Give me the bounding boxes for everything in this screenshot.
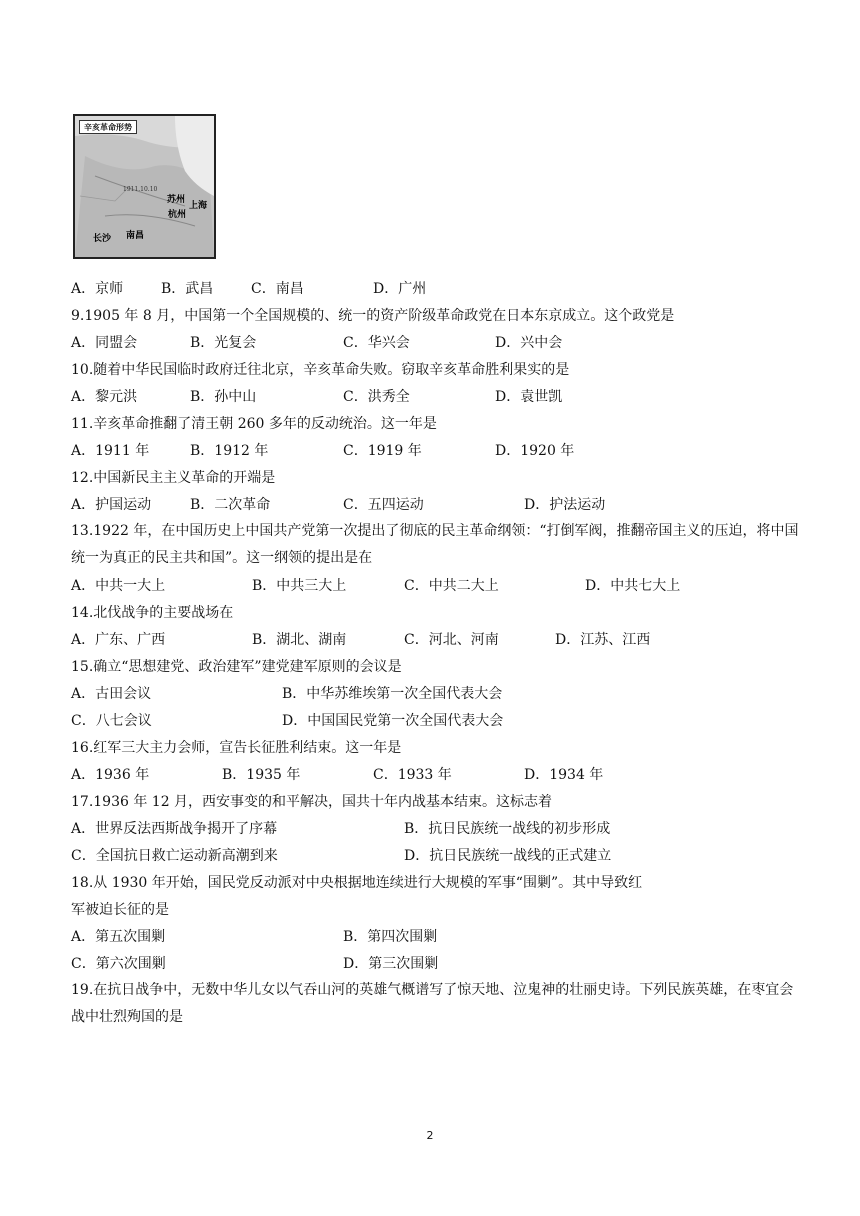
q19-stem: 19.在抗日战争中，无数中华儿女以气吞山河的英雄气概谱写了惊天地、泣鬼神的壮丽史诗。下列民族英雄，在枣宜会战中壮烈殉国的是 (71, 982, 794, 1025)
q10-option-c: C．洪秀全 (343, 389, 410, 405)
q14-stem: 14.北伐战争的主要战场在 (71, 605, 234, 621)
q11-option-d: D．1920 年 (495, 443, 575, 459)
q16-option-c: C．1933 年 (373, 767, 452, 783)
q9-option-c: C．华兴会 (343, 335, 410, 351)
q18-option-a: A．第五次围剿 (71, 929, 166, 945)
map-title: 辛亥革命形势 (79, 120, 137, 134)
q11-option-a: A．1911 年 (71, 443, 150, 459)
q11-stem: 11.辛亥革命推翻了清王朝 260 多年的反动统治。这一年是 (71, 416, 437, 432)
q18-stem-line1: 18.从 1930 年开始，国民党反动派对中央根据地连续进行大规模的军事“围剿”。其中导致红 (71, 875, 643, 891)
q15-option-c: C．八七会议 (71, 713, 152, 729)
q12-option-a: A．护国运动 (71, 497, 152, 513)
q17-option-a: A．世界反法西斯战争揭开了序幕 (71, 821, 278, 837)
map-city-changsha: 长沙 (93, 234, 112, 244)
q9-option-b: B．光复会 (190, 335, 257, 351)
q8-option-c: C．南昌 (251, 281, 304, 297)
map-city-hangzhou: 杭州 (168, 210, 187, 220)
q16-option-d: D．1934 年 (524, 767, 604, 783)
q15-option-b: B．中华苏维埃第一次全国代表大会 (282, 686, 503, 702)
q13-option-d: D．中共七大上 (585, 578, 681, 594)
q9-option-d: D．兴中会 (495, 335, 563, 351)
q16-option-a: A．1936 年 (71, 767, 150, 783)
page-number: 2 (426, 1129, 434, 1142)
xinhai-revolution-map (73, 114, 216, 259)
q14-option-d: D．江苏、江西 (555, 632, 651, 648)
map-city-suzhou: 苏州 (167, 195, 186, 205)
q17-option-d: D．抗日民族统一战线的正式建立 (404, 848, 612, 864)
q11-option-c: C．1919 年 (343, 443, 422, 459)
q17-option-b: B．抗日民族统一战线的初步形成 (404, 821, 611, 837)
q15-option-d: D．中国国民党第一次全国代表大会 (282, 713, 504, 729)
q13-option-c: C．中共二大上 (404, 578, 499, 594)
q15-stem: 15.确立“思想建党、政治建军”建党建军原则的会议是 (71, 659, 402, 675)
q18-stem-line2: 军被迫长征的是 (71, 902, 169, 918)
q15-option-a: A．古田会议 (71, 686, 152, 702)
q10-stem: 10.随着中华民国临时政府迁往北京，辛亥革命失败。窃取辛亥革命胜利果实的是 (71, 362, 570, 378)
q13-stem: 13.1922 年，在中国历史上中国共产党第一次提出了彻底的民主革命纲领：“打倒军阀，推翻帝国主义的压迫，将中国统一为真正的民主共和国”。这一纲领的提出是在 (71, 523, 799, 566)
q12-option-d: D．护法运动 (524, 497, 606, 513)
q16-option-b: B．1935 年 (222, 767, 301, 783)
q16-stem: 16.红军三大主力会师，宣告长征胜利结束。这一年是 (71, 740, 402, 756)
q8-option-d: D．广州 (373, 281, 427, 297)
q18-option-c: C．第六次围剿 (71, 956, 166, 972)
q13-option-b: B．中共三大上 (252, 578, 347, 594)
q12-option-b: B．二次革命 (190, 497, 271, 513)
q11-option-b: B．1912 年 (190, 443, 269, 459)
q17-stem: 17.1936 年 12 月，西安事变的和平解决，国共十年内战基本结束。这标志着 (71, 794, 553, 810)
q8-option-b: B．武昌 (161, 281, 214, 297)
map-city-nanchang: 南昌 (126, 231, 145, 241)
map-date-label: 1911.10.10 (123, 186, 158, 193)
q10-option-d: D．袁世凯 (495, 389, 563, 405)
q18-option-d: D．第三次围剿 (343, 956, 439, 972)
q9-stem: 9.1905 年 8 月，中国第一个全国规模的、统一的资产阶级革命政党在日本东京成立。这个政党是 (71, 308, 675, 324)
map-city-shanghai: 上海 (189, 201, 208, 211)
q12-stem: 12.中国新民主主义革命的开端是 (71, 470, 276, 486)
q14-option-c: C．河北、河南 (404, 632, 499, 648)
q14-option-b: B．湖北、湖南 (252, 632, 347, 648)
q8-option-a: A．京师 (71, 281, 124, 297)
q18-option-b: B．第四次围剿 (343, 929, 438, 945)
q14-option-a: A．广东、广西 (71, 632, 166, 648)
q10-option-a: A．黎元洪 (71, 389, 138, 405)
q17-option-c: C．全国抗日救亡运动新高潮到来 (71, 848, 278, 864)
q9-option-a: A．同盟会 (71, 335, 138, 351)
q10-option-b: B．孙中山 (190, 389, 257, 405)
q13-option-a: A．中共一大上 (71, 578, 166, 594)
q12-option-c: C．五四运动 (343, 497, 424, 513)
